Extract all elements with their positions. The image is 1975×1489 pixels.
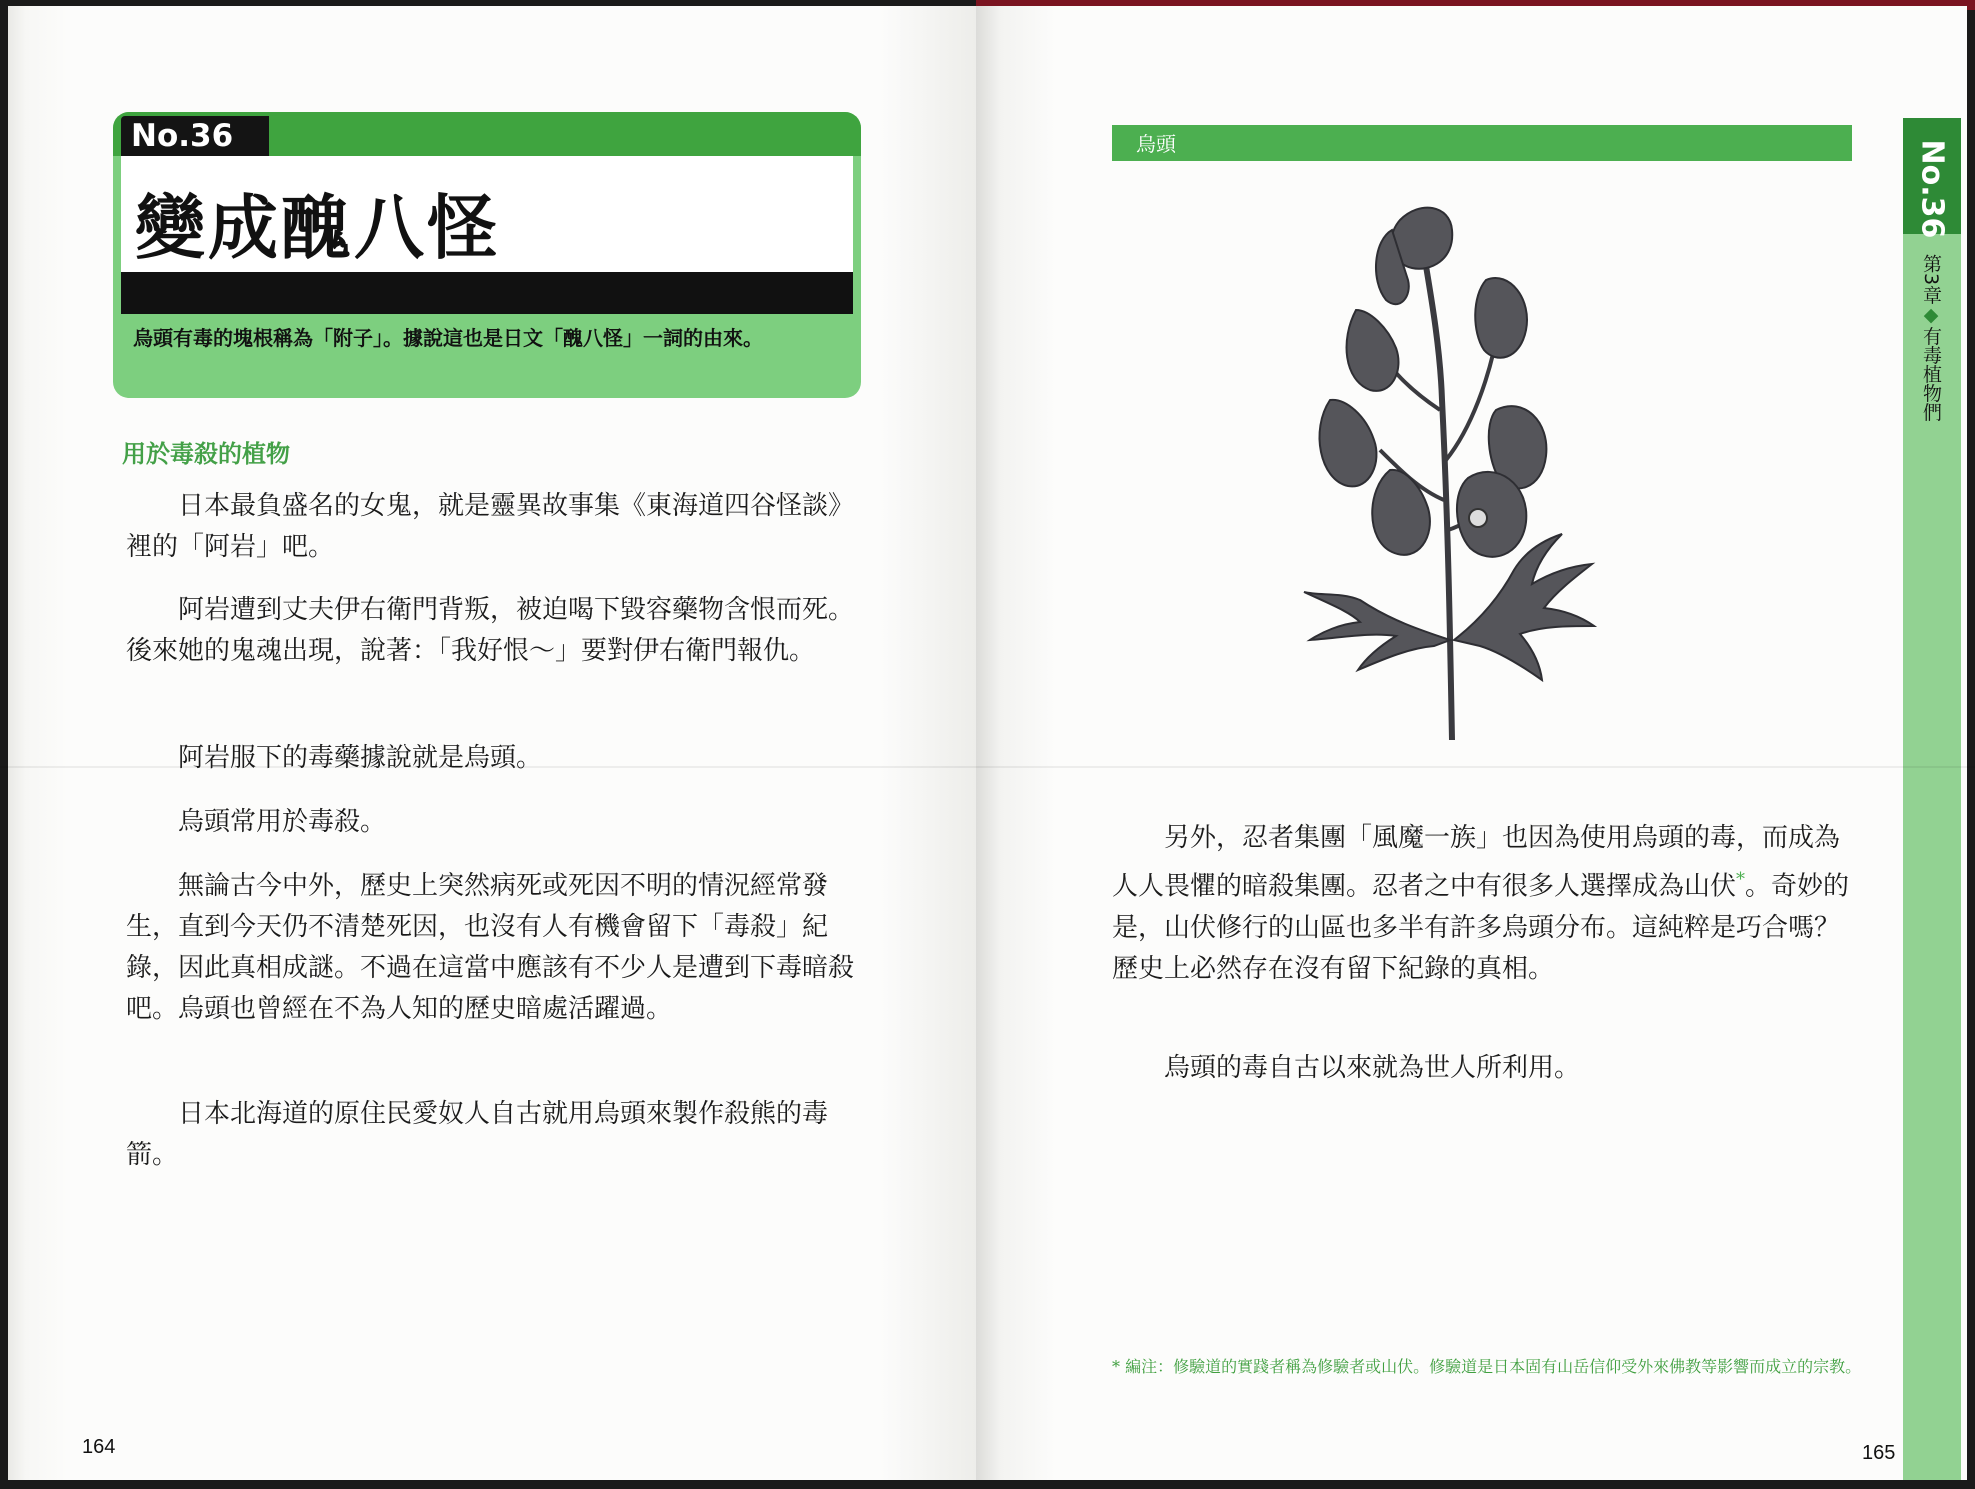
page-number-right: 165: [1862, 1442, 1896, 1464]
section-header: [113, 112, 861, 398]
chapter-tab-label: [1914, 254, 1948, 421]
subheading: 用於毒殺的植物: [122, 440, 290, 468]
chapter-name: 有毒植物們: [1920, 326, 1942, 422]
paragraph: 日本北海道的原住民愛奴人自古就用烏頭來製作殺熊的毒箭。: [126, 1099, 829, 1170]
footnote-marker: *: [1736, 869, 1746, 890]
paragraph: 無論古今中外，歷史上突然病死或死因不明的情況經常發生，直到今天仍不清楚死因，也沒有人有機會留下「毒殺」紀錄，因此真相成謎。不過在這當中應該有不少人是遭到下毒暗殺吧。烏頭也曾經在不為人知的歷史暗處活躍過。: [126, 871, 855, 1024]
paragraph: 阿岩遭到丈夫伊右衛門背叛，被迫喝下毀容藥物含恨而死。後來她的鬼魂出現，說著：「我好恨～」要對伊右衛門報仇。: [126, 595, 855, 666]
section-summary: 烏頭有毒的塊根稱為「附子」。據說這也是日文「醜八怪」一詞的由來。: [133, 326, 763, 350]
paragraph: 阿岩服下的毒藥據說就是烏頭。: [178, 743, 543, 773]
footnote: * 編注：修驗道的實踐者稱為修驗者或山伏。修驗道是日本固有山岳信仰受外來佛教等影響而成立的宗教。: [1112, 1357, 1862, 1376]
chapter-prefix: 第3章: [1920, 254, 1942, 305]
header-black-band: [121, 272, 853, 314]
page-number-left: 164: [82, 1436, 116, 1458]
paragraph: 烏頭常用於毒殺。: [178, 807, 387, 837]
figure-caption-bar: [1112, 125, 1852, 161]
paragraph-ninja-text-rest: 。奇妙的是，山伏修行的山區也多半有許多烏頭分布。這純粹是巧合嗎？歷史上必然存在沒有留下紀錄的真相。: [1112, 871, 1850, 984]
paragraph-closing: 烏頭的毒自古以來就為世人所利用。: [1164, 1053, 1581, 1083]
paragraph-ninja: [1112, 818, 1852, 990]
chapter-tab-number: No.36: [1914, 139, 1950, 239]
section-number: No.36: [121, 116, 269, 156]
paragraph: 日本最負盛名的女鬼，就是靈異故事集《東海道四谷怪談》裡的「阿岩」吧。: [126, 491, 855, 562]
section-title: 變成醜八怪: [135, 187, 500, 269]
aconite-plant-illustration: [1300, 200, 1660, 742]
figure-caption: 烏頭: [1136, 132, 1176, 156]
diamond-icon: ◆: [1920, 304, 1942, 327]
scan-fold-line: [0, 766, 1975, 768]
paragraph-ninja-text: 另外，忍者集團「風魔一族」也因為使用烏頭的毒，而成為人人畏懼的暗殺集團。忍者之中有很多人選擇成為山伏: [1112, 823, 1841, 902]
